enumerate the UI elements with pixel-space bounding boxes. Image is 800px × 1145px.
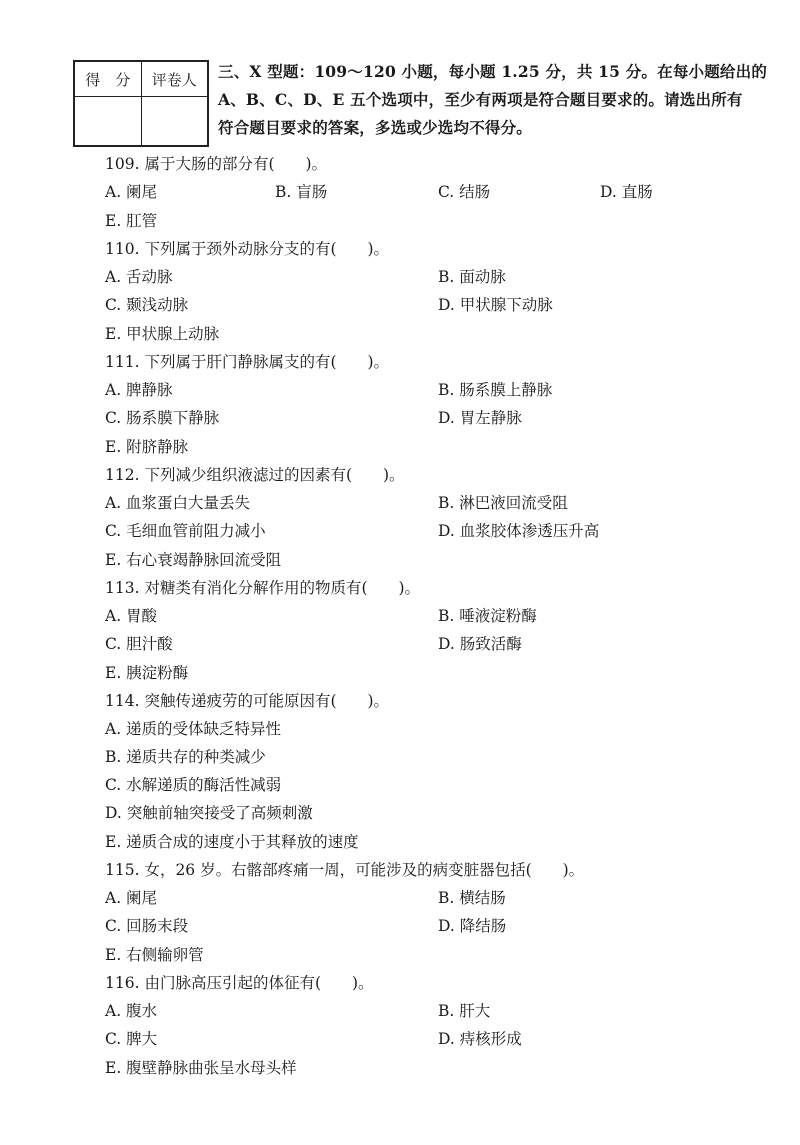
option: C. 回肠末段 xyxy=(105,917,189,935)
option: B. 盲肠 xyxy=(275,183,328,201)
option: B. 横结肠 xyxy=(438,889,506,907)
option: E. 肛管 xyxy=(105,212,158,230)
option: A. 阑尾 xyxy=(105,183,158,201)
option: E. 右侧输卵管 xyxy=(105,946,204,964)
option: A. 脾静脉 xyxy=(105,381,173,399)
section-header-line: 三、X 型题：109～120 小题，每小题 1.25 分，共 15 分。在每小题给出的 xyxy=(218,62,768,81)
option: E. 胰淀粉酶 xyxy=(105,664,189,682)
option: A. 血浆蛋白大量丢失 xyxy=(105,494,251,512)
option: E. 甲状腺上动脉 xyxy=(105,325,220,343)
option: D. 血浆胶体渗透压升高 xyxy=(438,522,600,540)
section-header-line: 符合题目要求的答案，多选或少选均不得分。 xyxy=(218,118,533,137)
question-stem: 109. 属于大肠的部分有( )。 xyxy=(105,155,328,173)
option: A. 舌动脉 xyxy=(105,268,173,286)
score-cell xyxy=(74,97,141,147)
option: E. 递质合成的速度小于其释放的速度 xyxy=(105,833,359,851)
section-header xyxy=(218,58,768,142)
option: A. 胃酸 xyxy=(105,607,158,625)
question-stem: 114. 突触传递疲劳的可能原因有( )。 xyxy=(105,692,390,710)
option: E. 附脐静脉 xyxy=(105,438,189,456)
question-stem: 110. 下列属于颈外动脉分支的有( )。 xyxy=(105,240,390,258)
grader-label: 评卷人 xyxy=(141,61,208,97)
option: B. 递质共存的种类减少 xyxy=(105,748,266,766)
option: D. 肠致活酶 xyxy=(438,635,522,653)
option: B. 肝大 xyxy=(438,1002,491,1020)
option: E. 腹壁静脉曲张呈水母头样 xyxy=(105,1059,297,1077)
question-stem: 116. 由门脉高压引起的体征有( )。 xyxy=(105,974,374,992)
grader-cell xyxy=(141,97,208,147)
option: B. 肠系膜上静脉 xyxy=(438,381,553,399)
option: C. 水解递质的酶活性减弱 xyxy=(105,776,282,794)
option: A. 阑尾 xyxy=(105,889,158,907)
option: A. 递质的受体缺乏特异性 xyxy=(105,720,282,738)
option: C. 毛细血管前阻力减小 xyxy=(105,522,266,540)
option: E. 右心衰竭静脉回流受阻 xyxy=(105,551,282,569)
option: D. 突触前轴突接受了高频刺激 xyxy=(105,804,313,822)
option: B. 唾液淀粉酶 xyxy=(438,607,537,625)
option: C. 脾大 xyxy=(105,1030,158,1048)
score-box xyxy=(73,60,209,147)
option: C. 颞浅动脉 xyxy=(105,296,189,314)
option: C. 胆汁酸 xyxy=(105,635,173,653)
option: D. 直肠 xyxy=(600,183,653,201)
option: D. 降结肠 xyxy=(438,917,507,935)
option: C. 肠系膜下静脉 xyxy=(105,409,220,427)
option: D. 胃左静脉 xyxy=(438,409,522,427)
option: B. 淋巴液回流受阻 xyxy=(438,494,568,512)
question-stem: 115. 女，26 岁。右髂部疼痛一周，可能涉及的病变脏器包括( )。 xyxy=(105,861,585,879)
option: D. 痔核形成 xyxy=(438,1030,522,1048)
question-stem: 112. 下列减少组织液滤过的因素有( )。 xyxy=(105,466,405,484)
question-stem: 111. 下列属于肝门静脉属支的有( )。 xyxy=(105,353,390,371)
option: B. 面动脉 xyxy=(438,268,506,286)
score-label: 得 分 xyxy=(74,61,141,97)
question-stem: 113. 对糖类有消化分解作用的物质有( )。 xyxy=(105,579,421,597)
option: D. 甲状腺下动脉 xyxy=(438,296,553,314)
option: A. 腹水 xyxy=(105,1002,158,1020)
section-header-line: A、B、C、D、E 五个选项中，至少有两项是符合题目要求的。请选出所有 xyxy=(218,90,743,109)
option: C. 结肠 xyxy=(438,183,491,201)
